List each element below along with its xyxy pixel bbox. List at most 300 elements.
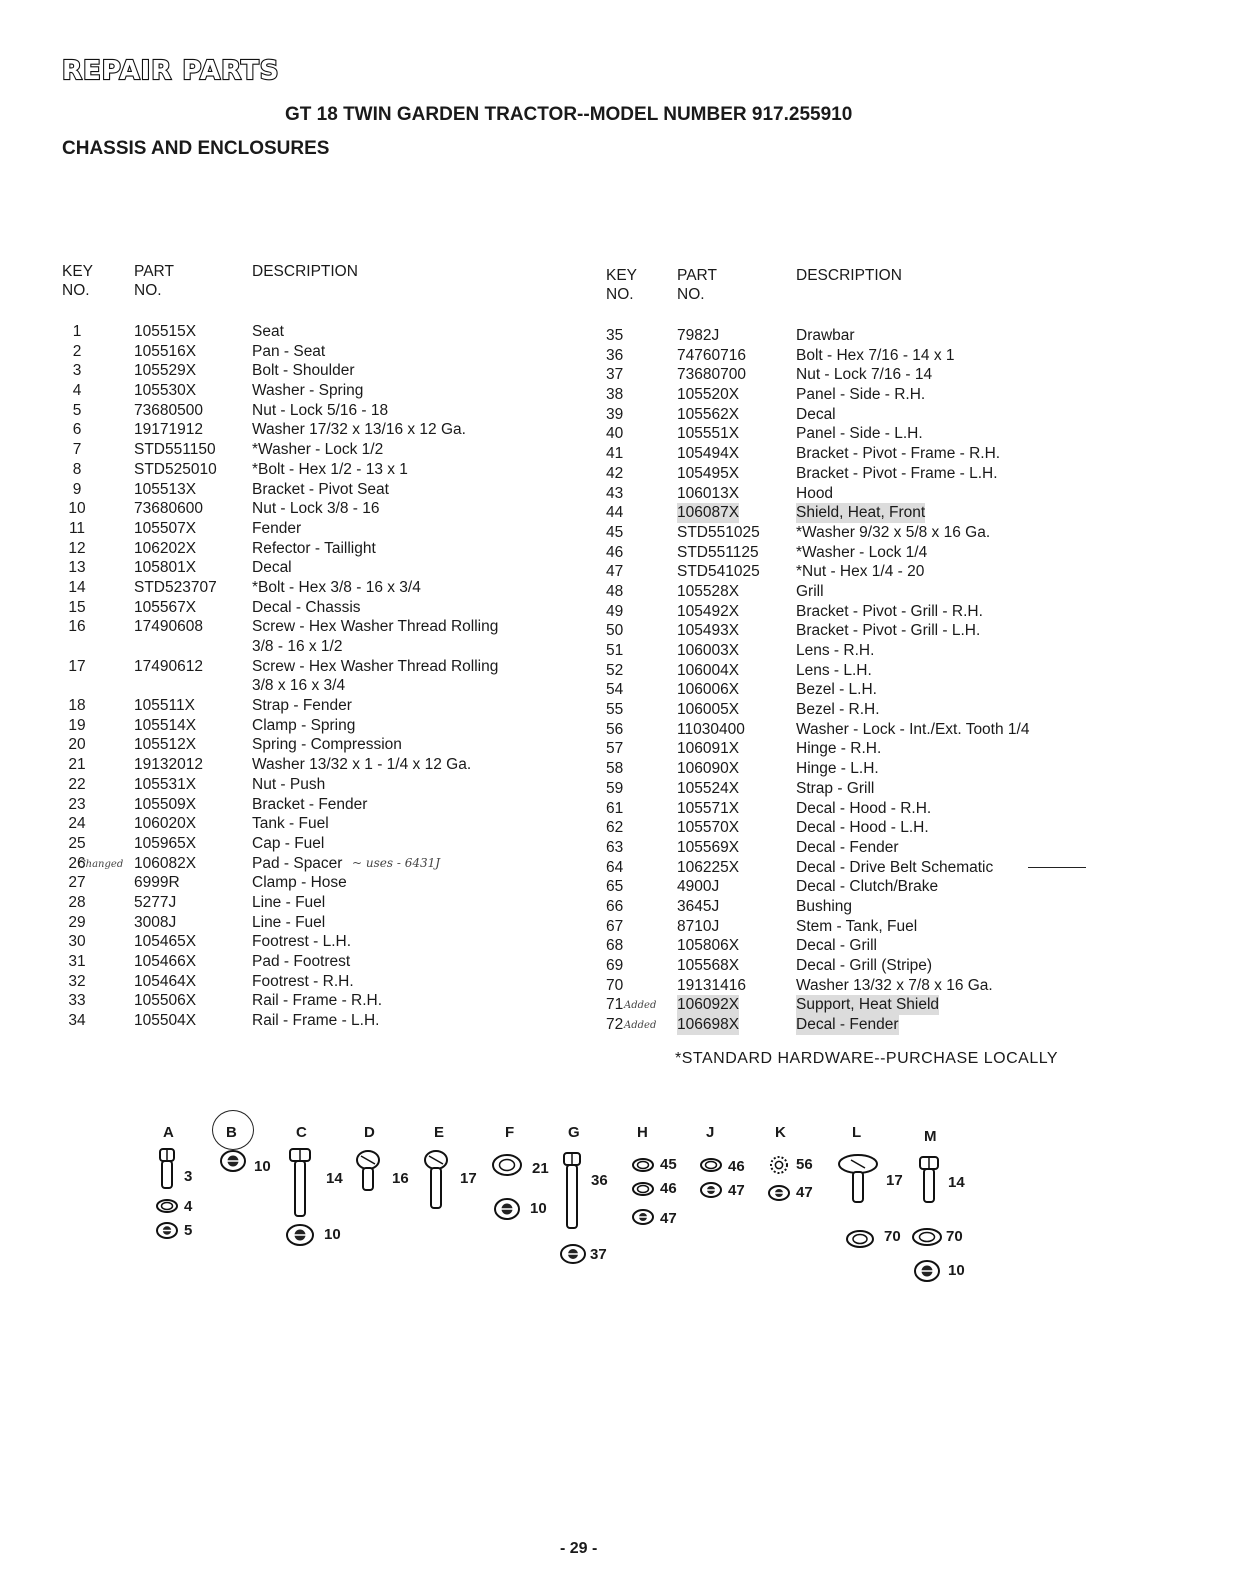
part-description: Clamp - Hose [252,874,347,892]
part-number: 106087X [677,504,740,522]
key-number: 32 [68,972,86,990]
part-number: 105531X [134,775,197,793]
part-number: 19171912 [134,421,203,439]
parts-row [606,661,1126,681]
parts-row [606,621,1126,641]
parts-row [62,361,602,381]
hardware-key-label: 46 [728,1158,745,1175]
hardware-key-label: 10 [324,1226,341,1243]
key-number: 11 [68,519,86,537]
part-number: 105504X [134,1012,197,1030]
key-number: 19 [68,716,86,734]
part-description: Bushing [796,897,853,915]
key-number: 17 [68,657,86,675]
parts-table-header [62,262,602,322]
parts-row [62,696,602,716]
part-number: 17490612 [134,657,203,675]
parts-row [62,854,602,874]
hardware-letter-h: H [637,1124,648,1141]
key-number: 10 [68,500,86,518]
part-header: PART NO. [134,263,174,299]
section-title: CHASSIS AND ENCLOSURES [62,138,330,159]
parts-row [62,814,602,834]
hardware-letter-j: J [706,1124,715,1141]
key-number: 66 [606,897,624,915]
parts-row [62,755,602,775]
part-number: 105493X [677,622,740,640]
part-number: 17490608 [134,618,203,636]
model-title: GT 18 TWIN GARDEN TRACTOR--MODEL NUMBER 917.255910 [285,104,853,125]
hardware-letter-m: M [924,1128,937,1145]
key-number: 2 [72,342,82,360]
part-number: 105507X [134,519,197,537]
part-description: Screw - Hex Washer Thread Rolling 3/8 x 16 x 3/4 [252,657,499,695]
key-number: 29 [68,913,86,931]
key-number: 9 [72,480,82,498]
key-number: 22 [68,775,86,793]
parts-row [606,818,1126,838]
hardware-key-label: 17 [886,1172,903,1189]
part-description: Pad - Footrest [252,953,351,971]
key-number: 34 [68,1012,86,1030]
part-description: Refector - Taillight [252,539,376,557]
part-number: 105466X [134,953,197,971]
parts-row [62,342,602,362]
part-description: Footrest - R.H. [252,972,354,990]
key-number: 61 [606,799,624,817]
key-number: 8 [72,460,82,478]
parts-row [62,401,602,421]
part-number: 106003X [677,642,740,659]
description-header: DESCRIPTION [252,263,358,280]
parts-row [62,716,602,736]
key-number: 6 [72,421,82,439]
parts-row [606,444,1126,464]
key-number: 27 [68,874,86,892]
hex-nut-icon [632,1209,654,1225]
key-number: 44 [606,504,624,522]
part-number: STD523707 [134,578,217,596]
key-number: 62 [606,819,624,837]
parts-row [606,897,1126,917]
part-description: Bracket - Pivot - Grill - L.H. [796,622,981,640]
parts-row [606,700,1126,720]
parts-table-header [606,266,1126,326]
part-description: Spring - Compression [252,736,402,754]
parts-row [62,598,602,618]
part-description: *Bolt - Hex 1/2 - 13 x 1 [252,460,408,478]
parts-table-right [606,266,1126,1035]
key-number: 1 [72,323,82,340]
key-number: 4 [72,382,82,400]
hardware-key-label: 14 [326,1170,343,1187]
part-number: STD525010 [134,460,217,478]
hex-bolt-icon [288,1148,312,1218]
hardware-key-label: 47 [796,1184,813,1201]
part-number: 11030400 [677,720,745,738]
part-description: Line - Fuel [252,893,326,911]
parts-row [62,952,602,972]
spring-washer-icon [156,1199,178,1213]
handwritten-note: Added [624,1000,657,1012]
parts-row [62,972,602,992]
part-description: Decal [796,405,836,423]
parts-row [62,578,602,598]
parts-row [606,464,1126,484]
part-number: 105511X [134,697,195,715]
part-description: Line - Fuel [252,913,326,931]
part-description: Nut - Lock 3/8 - 16 [252,500,380,518]
key-number: 52 [606,661,624,679]
key-number: 3 [72,362,82,380]
hand-circled-mark [212,1110,254,1150]
thread-rolling-screw-icon [838,1154,878,1204]
lock-nut-icon [220,1150,246,1172]
part-description: Bracket - Pivot - Grill - R.H. [796,602,983,620]
handwritten-note: ~ uses - 6431J [352,855,441,870]
part-number: STD541025 [677,563,760,581]
part-description: Grill [796,582,824,600]
parts-row [606,720,1126,740]
part-description: Lens - R.H. [796,642,875,659]
key-number: 56 [606,720,624,738]
parts-row [62,735,602,755]
part-description: Nut - Push [252,775,326,793]
part-number: 105509X [134,795,197,813]
hardware-key-label: 56 [796,1156,813,1173]
part-number: 105524X [677,779,740,797]
part-number: 106698X [677,1016,740,1034]
key-number: 28 [68,893,86,911]
hardware-key-label: 14 [948,1174,965,1191]
parts-row [606,956,1126,976]
part-number: 105801X [134,559,197,577]
part-description: Decal [252,559,292,577]
hardware-letter-l: L [852,1124,862,1141]
parts-row [62,893,602,913]
key-number: 12 [68,539,86,557]
parts-row [62,617,602,656]
part-description: *Bolt - Hex 3/8 - 16 x 3/4 [252,578,421,596]
drawbar-bolt-icon [562,1152,582,1230]
part-description: Fender [252,519,302,537]
part-description: Decal - Grill [796,937,877,955]
parts-row [606,503,1126,523]
part-description: *Washer - Lock 1/4 [796,543,928,561]
key-number: 21 [68,756,86,774]
key-number: 36 [606,346,624,364]
hardware-key-label: 45 [660,1156,677,1173]
part-description: Clamp - Spring [252,716,356,734]
key-number: 42 [606,464,624,482]
parts-row [606,405,1126,425]
key-number: 57 [606,740,624,758]
hardware-key-label: 10 [530,1200,547,1217]
parts-row [606,346,1126,366]
lock-washer-icon [632,1182,654,1196]
page-number: - 29 - [560,1540,598,1557]
part-number: 105568X [677,957,740,974]
key-number: 47 [606,563,624,581]
part-number: 105551X [677,425,740,443]
hardware-letter-k: K [775,1124,786,1141]
flat-washer-icon [846,1230,874,1248]
part-number: 105806X [677,937,740,955]
parts-row [606,424,1126,444]
hardware-key-label: 37 [590,1246,607,1263]
part-number: 8710J [677,917,720,935]
part-number: 106013X [677,484,740,502]
part-description: Screw - Hex Washer Thread Rolling 3/8 - 16 x 1/2 [252,618,499,656]
part-description: Drawbar [796,327,855,344]
key-number: 40 [606,425,624,443]
part-number: 105513X [134,480,197,498]
part-number: 105465X [134,933,197,951]
hardware-key-label: 3 [184,1168,193,1185]
part-description: Seat [252,323,284,340]
part-number: 105965X [134,834,197,852]
key-number: 45 [606,523,624,541]
part-description: Decal - Hood - R.H. [796,799,932,817]
parts-row [62,539,602,559]
part-description: Hinge - L.H. [796,760,879,778]
part-description: Decal - Grill (Stripe) [796,957,933,974]
part-number: 105494X [677,445,740,463]
parts-row [606,523,1126,543]
part-description: Stem - Tank, Fuel [796,917,918,935]
hardware-key-label: 46 [660,1180,677,1197]
parts-row [62,834,602,854]
part-number: 105562X [677,405,740,423]
part-number: 5277J [134,893,177,911]
part-number: STD551150 [134,441,216,459]
part-description: Tank - Fuel [252,815,329,833]
part-description: Strap - Fender [252,697,352,715]
description-header: DESCRIPTION [796,267,902,284]
part-description: Washer - Spring [252,382,364,400]
parts-row [606,779,1126,799]
part-description: Support, Heat Shield [796,996,940,1014]
hardware-key-label: 70 [884,1228,901,1245]
part-number: 3008J [134,913,177,931]
hardware-key-label: 21 [532,1160,549,1177]
key-number: 65 [606,878,624,896]
part-number: 105570X [677,819,740,837]
part-description: Pan - Seat [252,342,326,360]
part-number: 106006X [677,681,740,699]
key-number: 25 [68,834,86,852]
part-description: Shield, Heat, Front [796,504,926,522]
part-description: Decal - Hood - L.H. [796,819,929,837]
part-number: 106005X [677,701,740,719]
key-number: 51 [606,642,624,659]
part-description: Rail - Frame - L.H. [252,1012,380,1030]
key-number: 55 [606,701,624,719]
part-number: 106090X [677,760,740,778]
part-number: 4900J [677,878,720,896]
part-number: 106202X [134,539,197,557]
parts-row [606,759,1126,779]
parts-row [606,543,1126,563]
key-number: 63 [606,838,624,856]
part-description: Rail - Frame - R.H. [252,992,383,1010]
part-number: 19132012 [134,756,203,774]
hardware-key-label: 4 [184,1198,193,1215]
part-number: 73680700 [677,366,746,384]
part-number: 105514X [134,716,197,734]
parts-row [606,838,1126,858]
parts-row [606,976,1126,996]
parts-row [62,991,602,1011]
hardware-key-label: 10 [254,1158,271,1175]
part-number: 105506X [134,992,197,1010]
parts-row [606,641,1126,661]
parts-row [62,460,602,480]
hardware-letter-d: D [364,1124,375,1141]
parts-row [62,322,602,342]
parts-row [606,877,1126,897]
handwritten-note: Added [624,1020,657,1032]
key-number: 5 [72,401,82,419]
part-number: 106020X [134,815,197,833]
key-number: 54 [606,681,624,699]
parts-row [606,799,1126,819]
key-number: 70 [606,976,624,994]
hardware-letter-g: G [568,1124,580,1141]
tooth-lock-washer-icon [768,1156,790,1174]
part-description: *Washer 9/32 x 5/8 x 16 Ga. [796,523,991,541]
key-number: 38 [606,386,624,404]
part-description: Decal - Clutch/Brake [796,878,939,896]
hex-nut-icon [700,1182,722,1198]
flat-washer-icon [632,1158,654,1172]
key-number: 16 [68,618,86,636]
parts-row [606,680,1126,700]
parts-row [606,365,1126,385]
part-number: 105515X [134,323,197,340]
parts-row [606,326,1126,346]
parts-row [62,480,602,500]
part-description: *Nut - Hex 1/4 - 20 [796,563,925,581]
lock-nut-icon [560,1244,586,1264]
parts-row [606,385,1126,405]
lock-nut-icon [494,1198,520,1220]
part-number: 105571X [677,799,740,817]
part-header: PART NO. [677,267,717,303]
key-number: 24 [68,815,86,833]
thread-rolling-screw-icon [424,1150,448,1210]
part-description: Nut - Lock 7/16 - 14 [796,366,933,384]
parts-row [62,775,602,795]
parts-row [606,917,1126,937]
key-number: 46 [606,543,624,561]
part-number: STD551025 [677,523,760,541]
part-description: Decal - Fender [796,838,899,856]
hardware-key-label: 47 [728,1182,745,1199]
key-number: 13 [68,559,86,577]
hardware-key-label: 5 [184,1222,193,1239]
parts-row [606,562,1126,582]
part-description: Decal - Fender [796,1016,899,1034]
hardware-letter-e: E [434,1124,445,1141]
parts-row [606,602,1126,622]
key-number: 43 [606,484,624,502]
lock-washer-icon [700,1158,722,1172]
handwritten-note: Changed [78,858,124,870]
part-number: 105464X [134,972,197,990]
part-description: Cap - Fuel [252,834,325,852]
part-number: 105512X [134,736,197,754]
part-description: Washer 13/32 x 7/8 x 16 Ga. [796,976,993,994]
part-description: Bezel - R.H. [796,701,880,719]
part-description: Bracket - Pivot Seat [252,480,389,498]
part-number: STD551125 [677,543,759,561]
part-description: Footrest - L.H. [252,933,352,951]
part-description: Decal - Drive Belt Schematic [796,858,994,876]
part-description: Lens - L.H. [796,661,872,679]
parts-table-left [62,262,602,1031]
part-number: 105492X [677,602,740,620]
parts-row [606,936,1126,956]
parts-row [62,558,602,578]
part-number: 19131416 [677,976,746,994]
part-description: Washer - Lock - Int./Ext. Tooth 1/4 [796,720,1030,738]
parts-row [62,657,602,696]
hardware-key-label: 70 [946,1228,963,1245]
hardware-key-label: 17 [460,1170,477,1187]
key-number: 41 [606,445,624,463]
part-description: Decal - Chassis [252,598,361,616]
part-number: 105495X [677,464,740,482]
part-number: 105567X [134,598,197,616]
part-number: 6999R [134,874,180,892]
part-description: Bolt - Hex 7/16 - 14 x 1 [796,346,955,364]
lock-nut-icon [286,1224,314,1246]
key-number: 67 [606,917,624,935]
part-description: Hood [796,484,834,502]
key-number: 64 [606,858,624,876]
part-number: 106225X [677,858,740,876]
part-number: 105530X [134,382,197,400]
part-number: 105516X [134,342,197,360]
part-number: 106004X [677,661,740,679]
key-number: 31 [68,953,86,971]
flat-washer-icon [492,1154,522,1176]
part-description: Hinge - R.H. [796,740,882,758]
key-number: 18 [68,697,86,715]
hardware-key-label: 47 [660,1210,677,1227]
part-number: 105529X [134,362,197,380]
part-number: 105528X [677,582,740,600]
parts-row [606,484,1126,504]
key-number: 72 [606,1016,624,1034]
key-number: 58 [606,760,624,778]
parts-row [62,499,602,519]
part-description: Pad - Spacer [252,854,343,872]
key-number: 50 [606,622,624,640]
parts-row [606,1015,1126,1035]
part-description: *Washer - Lock 1/2 [252,441,384,459]
parts-row [62,420,602,440]
hardware-key-label: 16 [392,1170,409,1187]
parts-row [62,440,602,460]
key-number: 26 [68,854,86,872]
parts-row [606,739,1126,759]
pointer-line [1028,867,1086,869]
part-description: Panel - Side - R.H. [796,386,926,404]
part-number: 106091X [677,740,740,758]
key-header: KEY NO. [606,267,638,303]
